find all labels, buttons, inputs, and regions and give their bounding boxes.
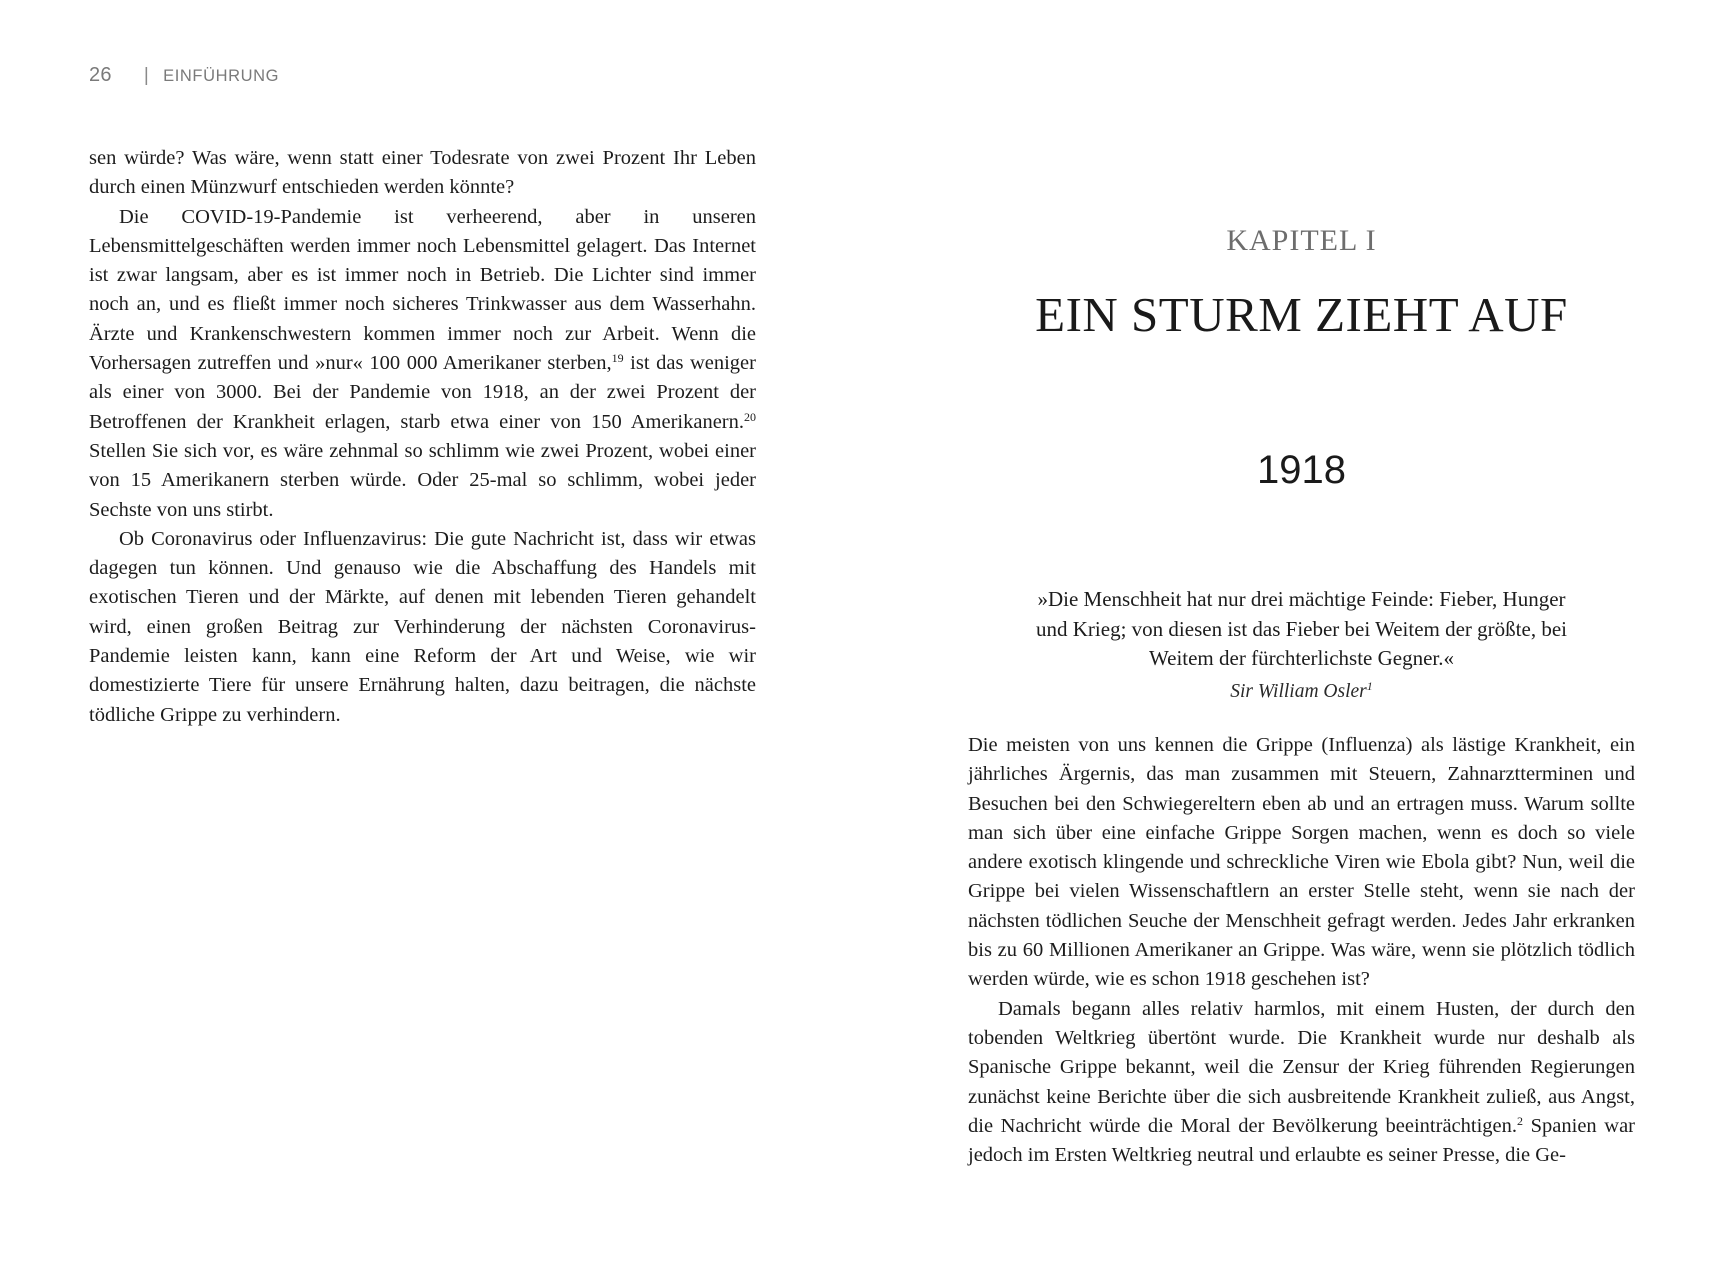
left-page-body: [89, 144, 756, 730]
footnote-ref-2: 2: [1517, 1113, 1524, 1128]
footnote-ref-1: 1: [1366, 679, 1373, 693]
left-paragraph-1: sen würde? Was wäre, wenn statt einer Todesrate von zwei Prozent Ihr Leben durch einen Münzwurf entschieden werden könnte?: [89, 147, 756, 199]
header-separator: |: [143, 65, 150, 86]
right-paragraph-2: Damals begann alles relativ harmlos, mit einem Husten, der durch den tobenden Weltkrieg übertönt wurde. Die Krankheit wurde nur deshalb als Spanische Grippe bekannt, weil die Zensur der Krieg führenden Regierungen zunächst keine Berichte über die sich ausbreitende Krankheit zuließ, aus Angst, die Nachricht würde die Moral der Bevölkerung beeinträchtigen.$^2$ Spanien war jedoch im Ersten Weltkrieg neutral und erlaubte es seiner Presse, die Ge-: [968, 997, 1635, 1167]
page-number: 26: [89, 64, 112, 86]
left-paragraph-3: Ob Coronavirus oder Influenzavirus: Die gute Nachricht ist, dass wir etwas dagegen tun können. Und genauso wie die Abschaffung des Handels mit exotischen Tieren und der Märkte, auf denen mit lebenden Tieren gehandelt wird, einen großen Beitrag zur Verhinderung der nächsten Coronavirus-Pandemie leisten kann, kann eine Reform der Art und Weise, wie wir domestizierte Tiere für unsere Ernährung halten, dazu beitragen, die nächste tödliche Grippe zu verhindern.: [89, 527, 756, 726]
right-page-body: [968, 731, 1635, 1170]
epigraph-quote: »Die Menschheit hat nur drei mächtige Feinde: Fieber, Hunger und Krieg; von diesen ist das Fieber bei Weitem der größte, bei Weitem der fürchterlichste Gegner.«: [1036, 587, 1567, 670]
chapter-label: KAPITEL I: [1226, 224, 1377, 257]
section-title: EINFÜHRUNG: [163, 67, 280, 85]
chapter-year: 1918: [1257, 448, 1346, 492]
left-paragraph-2: Die COVID-19-Pandemie ist verheerend, aber in unseren Lebensmittelgeschäften werden immer noch Lebensmittel gelagert. Das Internet ist zwar langsam, aber es ist immer noch in Betrieb. Die Lichter sind immer noch an, und es fließt immer noch sicheres Trinkwasser aus dem Wasserhahn. Ärzte und Krankenschwestern kommen immer noch zur Arbeit. Wenn die Vorhersagen zutreffen und »nur« 100 000 Amerikaner sterben,$^{19}$ ist das weniger als einer von 3000. Bei der Pandemie von 1918, an der zwei Prozent der Betroffenen der Krankheit erlagen, starb etwa einer von 150 Amerikanern.$^{20}$ Stellen Sie sich vor, es wäre zehnmal so schlimm wie zwei Prozent, wobei einer von 15 Amerikanern sterben würde. Oder 25-mal so schlimm, wobei jeder Sechste von uns stirbt.: [89, 205, 756, 521]
epigraph-author: Sir William Osler$^1$: [1230, 679, 1373, 702]
chapter-title: EIN STURM ZIEHT AUF: [1035, 287, 1568, 342]
running-head: [89, 64, 279, 87]
footnote-ref-20: 20: [744, 409, 756, 424]
right-paragraph-1: Die meisten von uns kennen die Grippe (Influenza) als lästige Krankheit, ein jährliches Ärgernis, das man zusammen mit Steuern, Zahnarztterminen und Besuchen bei den Schwiegereltern eben ab und an ertragen muss. Warum sollte man sich über eine einfache Grippe Sorgen machen, wenn es doch so viele andere exotisch klingende und schreckliche Viren wie Ebola gibt? Nun, weil die Grippe bei vielen Wissenschaftlern an erster Stelle steht, wenn sie nach der nächsten tödlichen Seuche der Menschheit gefragt werden. Jedes Jahr erkranken bis zu 60 Millionen Amerikaner an Grippe. Was wäre, wenn sie plötzlich tödlich werden würde, wie es schon 1918 geschehen ist?: [968, 734, 1635, 991]
footnote-ref-19: 19: [611, 351, 624, 366]
